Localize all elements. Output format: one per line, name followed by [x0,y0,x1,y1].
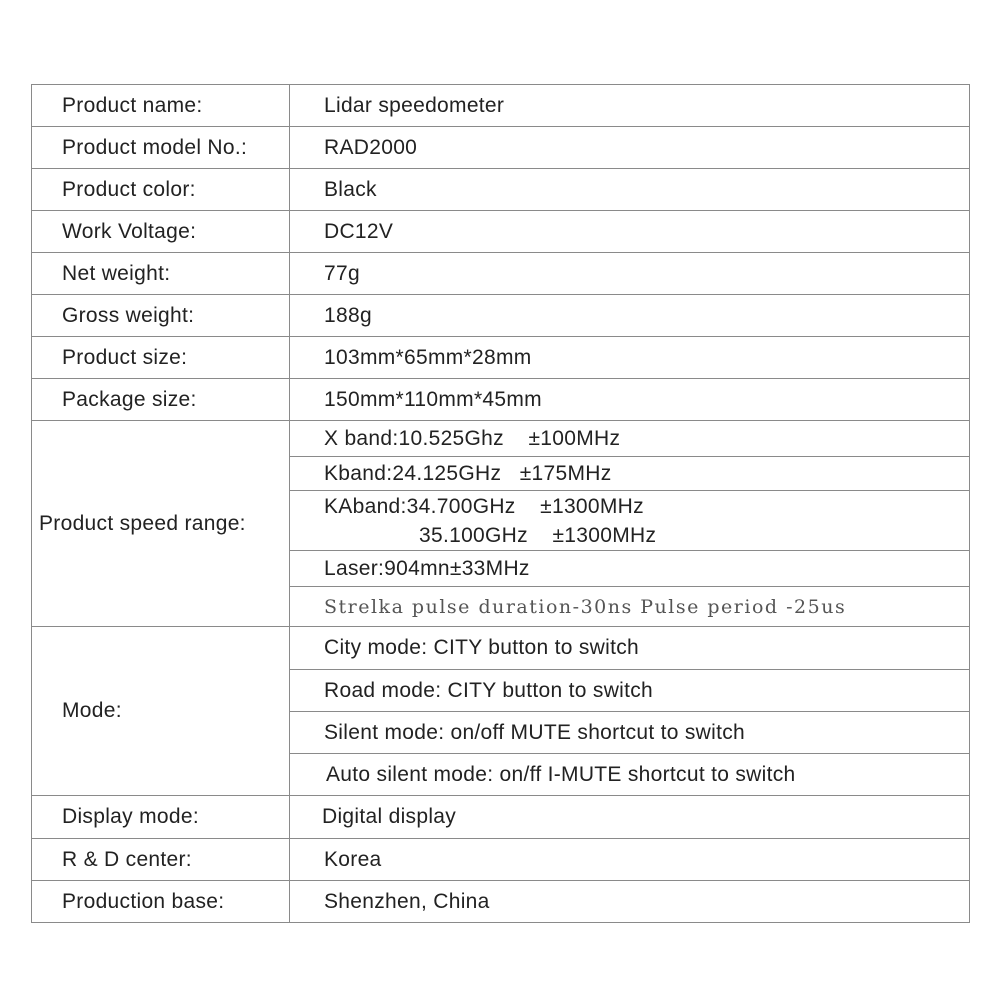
row-value-production-base: Shenzhen, China [290,881,970,923]
table-row [32,796,970,839]
row-label-net-weight: Net weight: [32,253,290,295]
row-label-rd-center: R & D center: [32,839,290,881]
row-label-production-base: Production base: [32,881,290,923]
speed-ka-band-line-2: 35.100GHz ±1300MHz [419,523,657,547]
table-row [32,421,970,457]
row-label-package-size: Package size: [32,379,290,421]
row-label-mode: Mode: [32,627,290,796]
row-label-product-name: Product name: [32,85,290,127]
table-row [32,295,970,337]
mode-item-road: Road mode: CITY button to switch [290,670,970,712]
table-row [32,169,970,211]
speed-strelka: Strelka pulse duration-30ns Pulse period -25us [290,587,970,627]
row-value-product-name: Lidar speedometer [290,85,970,127]
table-row [32,127,970,169]
table-row [32,85,970,127]
mode-item-silent: Silent mode: on/off MUTE shortcut to switch [290,712,970,754]
table-row [32,379,970,421]
table-row [32,337,970,379]
row-value-net-weight: 77g [290,253,970,295]
table-row [32,253,970,295]
table-row [32,627,970,670]
speed-x-band: X band:10.525Ghz ±100MHz [290,421,970,457]
row-label-model-no: Product model No.: [32,127,290,169]
row-value-product-size: 103mm*65mm*28mm [290,337,970,379]
row-value-work-voltage: DC12V [290,211,970,253]
row-value-package-size: 150mm*110mm*45mm [290,379,970,421]
row-label-display-mode: Display mode: [32,796,290,839]
mode-item-auto-silent: Auto silent mode: on/ff I-MUTE shortcut to switch [290,754,970,796]
row-label-gross-weight: Gross weight: [32,295,290,337]
row-label-work-voltage: Work Voltage: [32,211,290,253]
row-value-color: Black [290,169,970,211]
row-label-product-size: Product size: [32,337,290,379]
row-value-rd-center: Korea [290,839,970,881]
speed-ka-band-line-1: KAband:34.700GHz ±1300MHz [324,494,644,518]
speed-k-band: Kband:24.125GHz ±175MHz [290,457,970,491]
mode-item-city: City mode: CITY button to switch [290,627,970,670]
speed-laser: Laser:904mn±33MHz [290,551,970,587]
row-label-speed-range: Product speed range: [32,421,290,627]
row-value-model-no: RAD2000 [290,127,970,169]
speed-ka-band [290,491,970,551]
row-label-color: Product color: [32,169,290,211]
row-value-display-mode: Digital display [290,796,970,839]
row-value-gross-weight: 188g [290,295,970,337]
table-row [32,211,970,253]
spec-table [31,84,970,923]
table-row [32,881,970,923]
table-row [32,839,970,881]
